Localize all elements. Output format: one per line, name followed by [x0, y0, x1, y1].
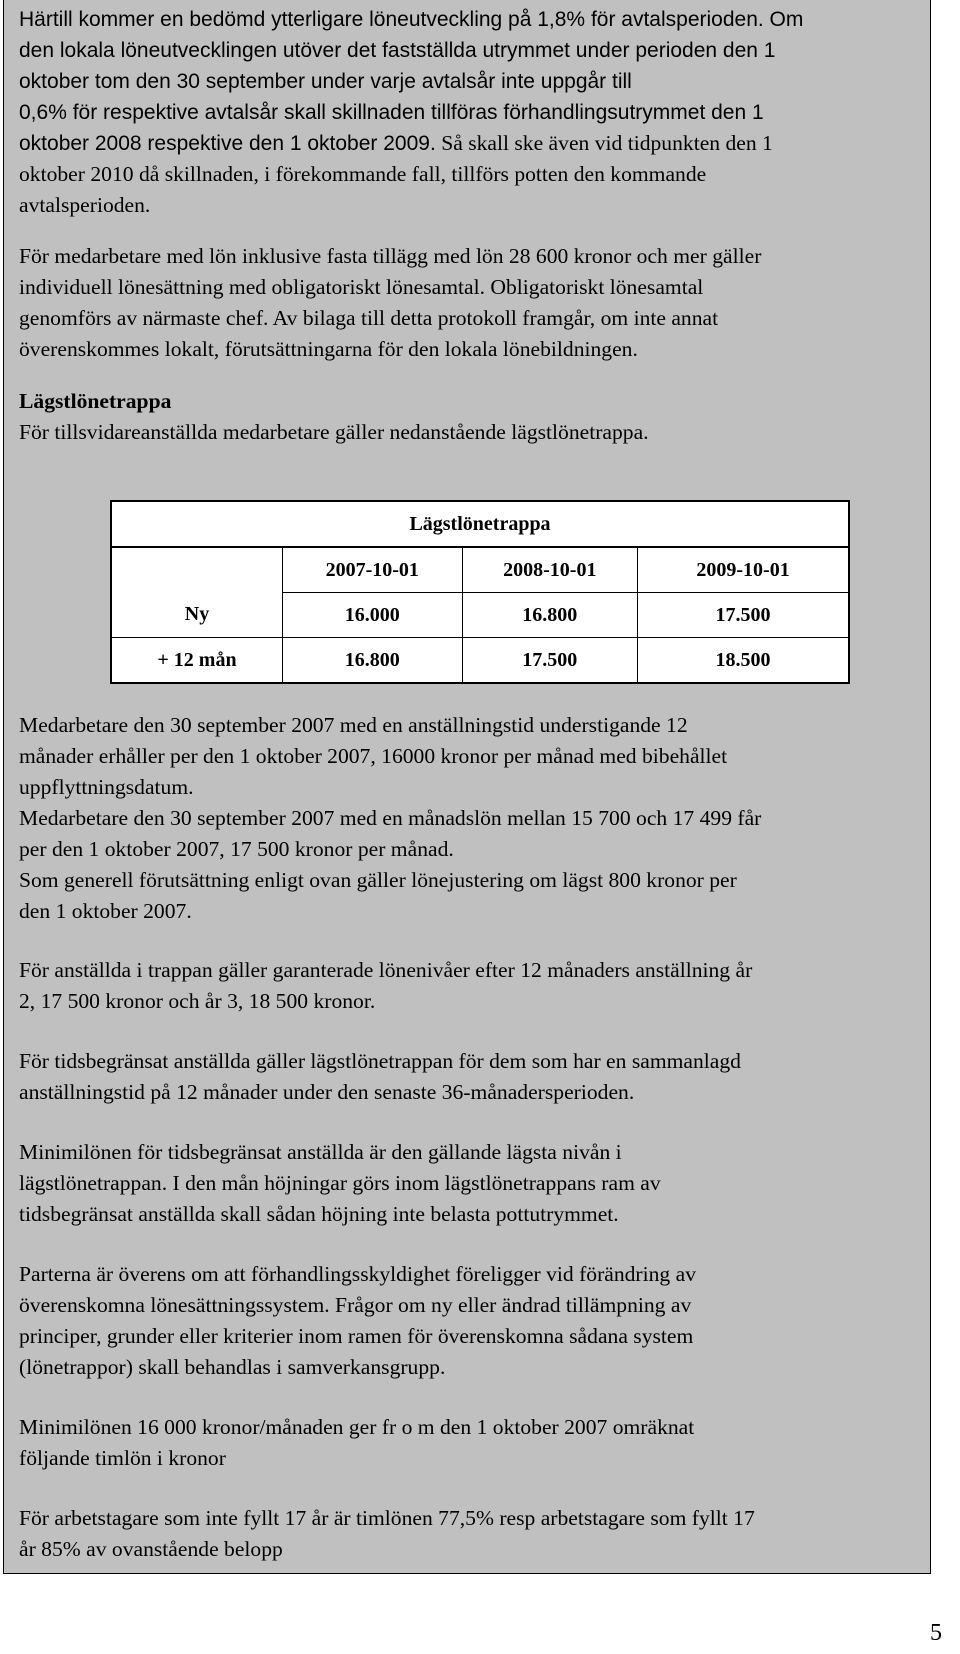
text-line: överenskomna lönesättningssystem. Frågor om ny eller ändrad tillämpning av: [19, 1293, 692, 1317]
paragraph-tidsbegransat: [19, 1046, 741, 1108]
text-line: Härtill kommer en bedömd ytterligare löneutveckling på 1,8% för avtalsperioden. Om: [19, 8, 804, 31]
text-line: uppflyttningsdatum.: [19, 775, 194, 799]
text-line: per den 1 oktober 2007, 17 500 kronor per månad.: [19, 837, 454, 861]
text-line: månader erhåller per den 1 oktober 2007, 16000 kronor per månad med bibehållet: [19, 744, 728, 768]
text-line: Som generell förutsättning enligt ovan gäller lönejustering om lägst 800 kronor per: [19, 868, 737, 892]
table-cell: 17.500: [638, 593, 849, 638]
table-row: [111, 638, 849, 684]
text-line: 2, 17 500 kronor och år 3, 18 500 kronor.: [19, 989, 376, 1013]
text-line: Medarbetare den 30 september 2007 med en månadslön mellan 15 700 och 17 499 får: [19, 806, 762, 830]
text-line: (lönetrappor) skall behandlas i samverkansgrupp.: [19, 1355, 446, 1379]
text-line: Minimilönen 16 000 kronor/månaden ger fr o m den 1 oktober 2007 omräknat: [19, 1415, 695, 1439]
table-cell: 17.500: [462, 638, 638, 684]
page-number: 5: [930, 1620, 942, 1646]
text-line: den lokala löneutvecklingen utöver det fastställda utrymmet under perioden den 1: [19, 39, 776, 62]
text-line: Medarbetare den 30 september 2007 med en anställningstid understigande 12: [19, 713, 688, 737]
table-row: [111, 593, 849, 638]
text-line: För medarbetare med lön inklusive fasta tillägg med lön 28 600 kronor och mer gäller: [19, 244, 762, 268]
text-line: Minimilönen för tidsbegränsat anställda är den gällande lägsta nivån i: [19, 1140, 622, 1164]
paragraph-timlon: [19, 1412, 694, 1474]
text-line: överenskommes lokalt, förutsättningarna för den lokala lönebildningen.: [19, 337, 638, 361]
text-line: år 85% av ovanstående belopp: [19, 1537, 283, 1561]
text-line: lägstlönetrappan. I den mån höjningar görs inom lägstlönetrappans ram av: [19, 1171, 661, 1195]
text-line: För tillsvidareanställda medarbetare gäller nedanstående lägstlönetrappa.: [19, 420, 649, 444]
paragraph-medarbetare: [19, 710, 761, 927]
table-title: Lägstlönetrappa: [111, 501, 849, 547]
text-line: För tidsbegränsat anställda gäller lägstlönetrappan för dem som har en sammanlagd: [19, 1049, 741, 1073]
text-line: anställningstid på 12 månader under den senaste 36-månadersperioden.: [19, 1080, 635, 1104]
table-cell: 18.500: [638, 638, 849, 684]
table-cell: 16.800: [283, 638, 463, 684]
text-line: följande timlön i kronor: [19, 1446, 226, 1470]
table-header-date: 2007-10-01: [283, 547, 463, 593]
paragraph-individuell-lonesattning: [19, 241, 761, 365]
text-line: oktober 2010 då skillnaden, i förekommande fall, tillförs potten den kommande: [19, 162, 707, 186]
text-line: individuell lönesättning med obligatoriskt lönesamtal. Obligatoriskt lönesamtal: [19, 275, 704, 299]
section-lagstlonetrappa: [19, 386, 649, 448]
lagstlonetrappa-table: [110, 500, 850, 684]
paragraph-forhandlingsskyldighet: [19, 1259, 696, 1383]
table-header-date: 2008-10-01: [462, 547, 638, 593]
paragraph-minimilon-tidsbegransat: [19, 1137, 661, 1230]
text-line: 0,6% för respektive avtalsår skall skillnaden tillföras förhandlingsutrymmet den 1: [19, 101, 764, 124]
table-header-empty: [111, 547, 283, 593]
text-line: Parterna är överens om att förhandlingsskyldighet föreligger vid förändring av: [19, 1262, 696, 1286]
paragraph-avtalsperiod: [19, 4, 803, 221]
text-line: oktober 2008 respektive den 1 oktober 2009.: [19, 132, 436, 155]
text-line: den 1 oktober 2007.: [19, 899, 192, 923]
text-line: principer, grunder eller kriterier inom ramen för överenskomna sådana system: [19, 1324, 694, 1348]
table-cell: 16.800: [462, 593, 638, 638]
paragraph-garanterade-loneniva: [19, 955, 752, 1017]
table-header-date: 2009-10-01: [638, 547, 849, 593]
row-label: + 12 mån: [157, 648, 237, 671]
text-line: Så skall ske även vid tidpunkten den 1: [441, 131, 773, 155]
section-heading: Lägstlönetrappa: [19, 389, 172, 413]
text-line: För anställda i trappan gäller garanterade lönenivåer efter 12 månaders anställning år: [19, 958, 753, 982]
table-cell: 16.000: [283, 593, 463, 638]
text-line: genomförs av närmaste chef. Av bilaga till detta protokoll framgår, om inte annat: [19, 306, 719, 330]
paragraph-arbetstagare-17: [19, 1503, 755, 1565]
text-line: oktober tom den 30 september under varje avtalsår inte uppgår till: [19, 70, 632, 93]
text-line: tidsbegränsat anställda skall sådan höjning inte belasta pottutrymmet.: [19, 1202, 619, 1226]
text-line: För arbetstagare som inte fyllt 17 år är timlönen 77,5% resp arbetstagare som fyllt 17: [19, 1506, 755, 1530]
text-line: avtalsperioden.: [19, 193, 151, 217]
row-label: Ny: [111, 593, 283, 638]
